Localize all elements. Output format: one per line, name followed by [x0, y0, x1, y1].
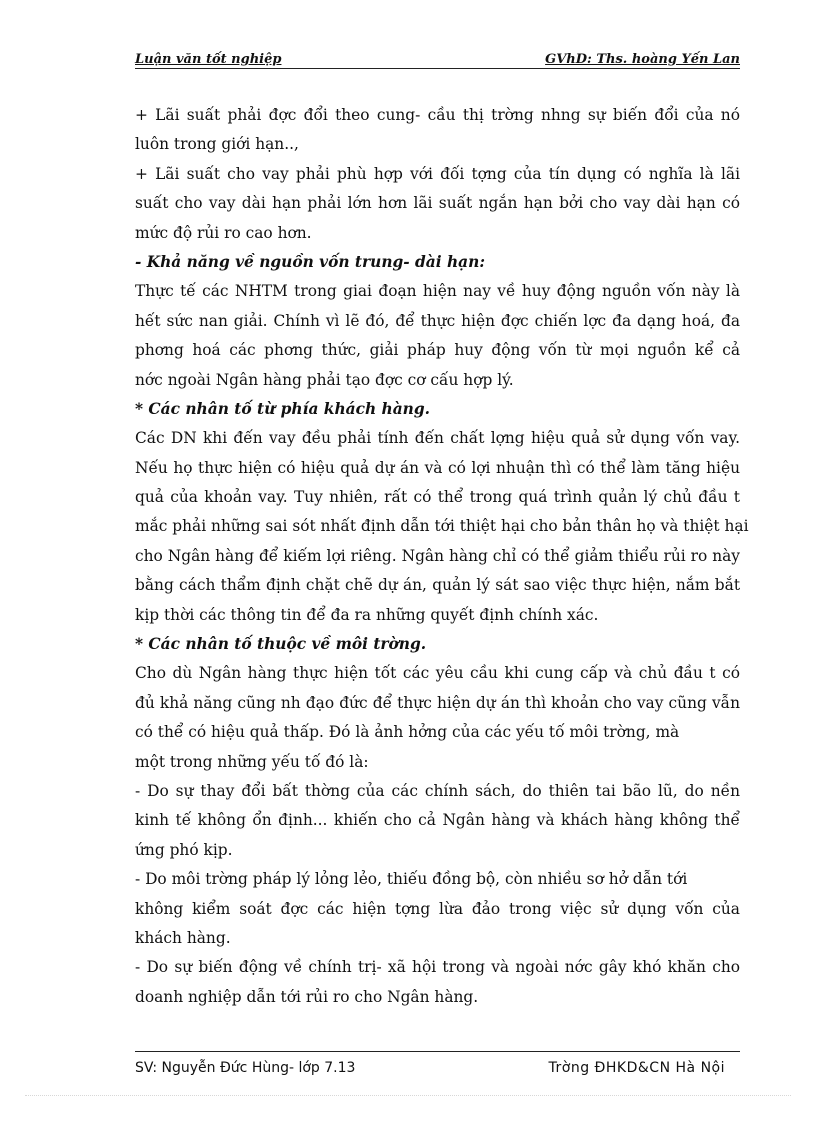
section-heading: * Các nhân tố từ phía khách hàng.	[135, 399, 430, 418]
text-line: một trong những yếu tố đó là:	[135, 752, 369, 771]
footer-student: SV: Nguyễn Đức Hùng- lớp 7.13	[135, 1060, 356, 1076]
section-heading: * Các nhân tố thuộc về môi trờng.	[135, 635, 427, 654]
text-line: mức độ rủi ro cao hơn.	[135, 223, 312, 242]
text-line: Các DN khi đến vay đều phải tính đến chất lợng hiệu quả sử dụng vốn vay.	[135, 429, 740, 448]
page-header	[135, 50, 740, 69]
text-line: - Do sự biến động về chính trị- xã hội trong và ngoài nớc gây khó khăn cho	[135, 958, 740, 977]
text-line: ứng phó kịp.	[135, 840, 233, 859]
text-line: doanh nghiệp dẫn tới rủi ro cho Ngân hàng.	[135, 987, 479, 1006]
section-heading: - Khả năng về nguồn vốn trung- dài hạn:	[135, 252, 485, 271]
text-line: kịp thời các thông tin để đa ra những quyết định chính xác.	[135, 605, 599, 624]
text-line: quả của khoản vay. Tuy nhiên, rất có thể trong quá trình quản lý chủ đầu t	[135, 488, 740, 507]
text-line: hết sức nan giải. Chính vì lẽ đó, để thực hiện đợc chiến lợc đa dạng hoá, đa	[135, 311, 740, 330]
text-line: + Lãi suất phải đợc đổi theo cung- cầu thị trờng nhng sự biến đổi của nó	[135, 106, 740, 124]
text-line: cho Ngân hàng để kiếm lợi riêng. Ngân hàng chỉ có thể giảm thiểu rủi ro này	[135, 546, 740, 565]
text-line: nớc ngoài Ngân hàng phải tạo đợc cơ cấu hợp lý.	[135, 370, 514, 389]
text-line: suất cho vay dài hạn phải lớn hơn lãi suất ngắn hạn bởi cho vay dài hạn có	[135, 194, 740, 213]
header-advisor: GVhD: Ths. hoàng Yến Lan	[545, 52, 740, 67]
text-line: - Do môi trờng pháp lý lỏng lẻo, thiếu đồng bộ, còn nhiều sơ hở dẫn tới	[135, 870, 688, 889]
page-edge-divider	[25, 1095, 791, 1097]
text-line: luôn trong giới hạn..,	[135, 135, 299, 154]
text-line: bằng cách thẩm định chặt chẽ dự án, quản lý sát sao việc thực hiện, nắm bắt	[135, 576, 740, 595]
text-line: Cho dù Ngân hàng thực hiện tốt các yêu cầu khi cung cấp và chủ đầu t có	[135, 664, 740, 683]
document-body	[135, 101, 749, 1012]
footer-school: Trờng ĐHKD&CN Hà Nội	[548, 1060, 725, 1076]
text-line: phơng hoá các phơng thức, giải pháp huy động vốn từ mọi nguồn kể cả	[135, 341, 740, 360]
text-line: đủ khả năng cũng nh đạo đức để thực hiện dự án thì khoản cho vay cũng vẫn	[135, 693, 740, 712]
header-thesis-title: Luận văn tốt nghiệp	[135, 52, 282, 67]
text-line: kinh tế không ổn định... khiến cho cả Ngân hàng và khách hàng không thể	[135, 811, 740, 830]
page-footer	[135, 1051, 740, 1076]
text-line: + Lãi suất cho vay phải phù hợp với đối tợng của tín dụng có nghĩa là lãi	[135, 164, 740, 183]
text-line: Nếu họ thực hiện có hiệu quả dự án và có lợi nhuận thì có thể làm tăng hiệu	[135, 458, 740, 477]
text-line: có thể có hiệu quả thấp. Đó là ảnh hởng của các yếu tố môi trờng, mà	[135, 723, 680, 742]
text-line: Thực tế các NHTM trong giai đoạn hiện nay về huy động nguồn vốn này là	[135, 282, 740, 301]
text-line: không kiểm soát đợc các hiện tợng lừa đảo trong việc sử dụng vốn của	[135, 899, 740, 918]
text-line: mắc phải những sai sót nhất định dẫn tới thiệt hại cho bản thân họ và thiệt hại	[135, 517, 749, 536]
text-line: - Do sự thay đổi bất thờng của các chính sách, do thiên tai bão lũ, do nền	[135, 781, 740, 800]
text-line: khách hàng.	[135, 928, 231, 947]
